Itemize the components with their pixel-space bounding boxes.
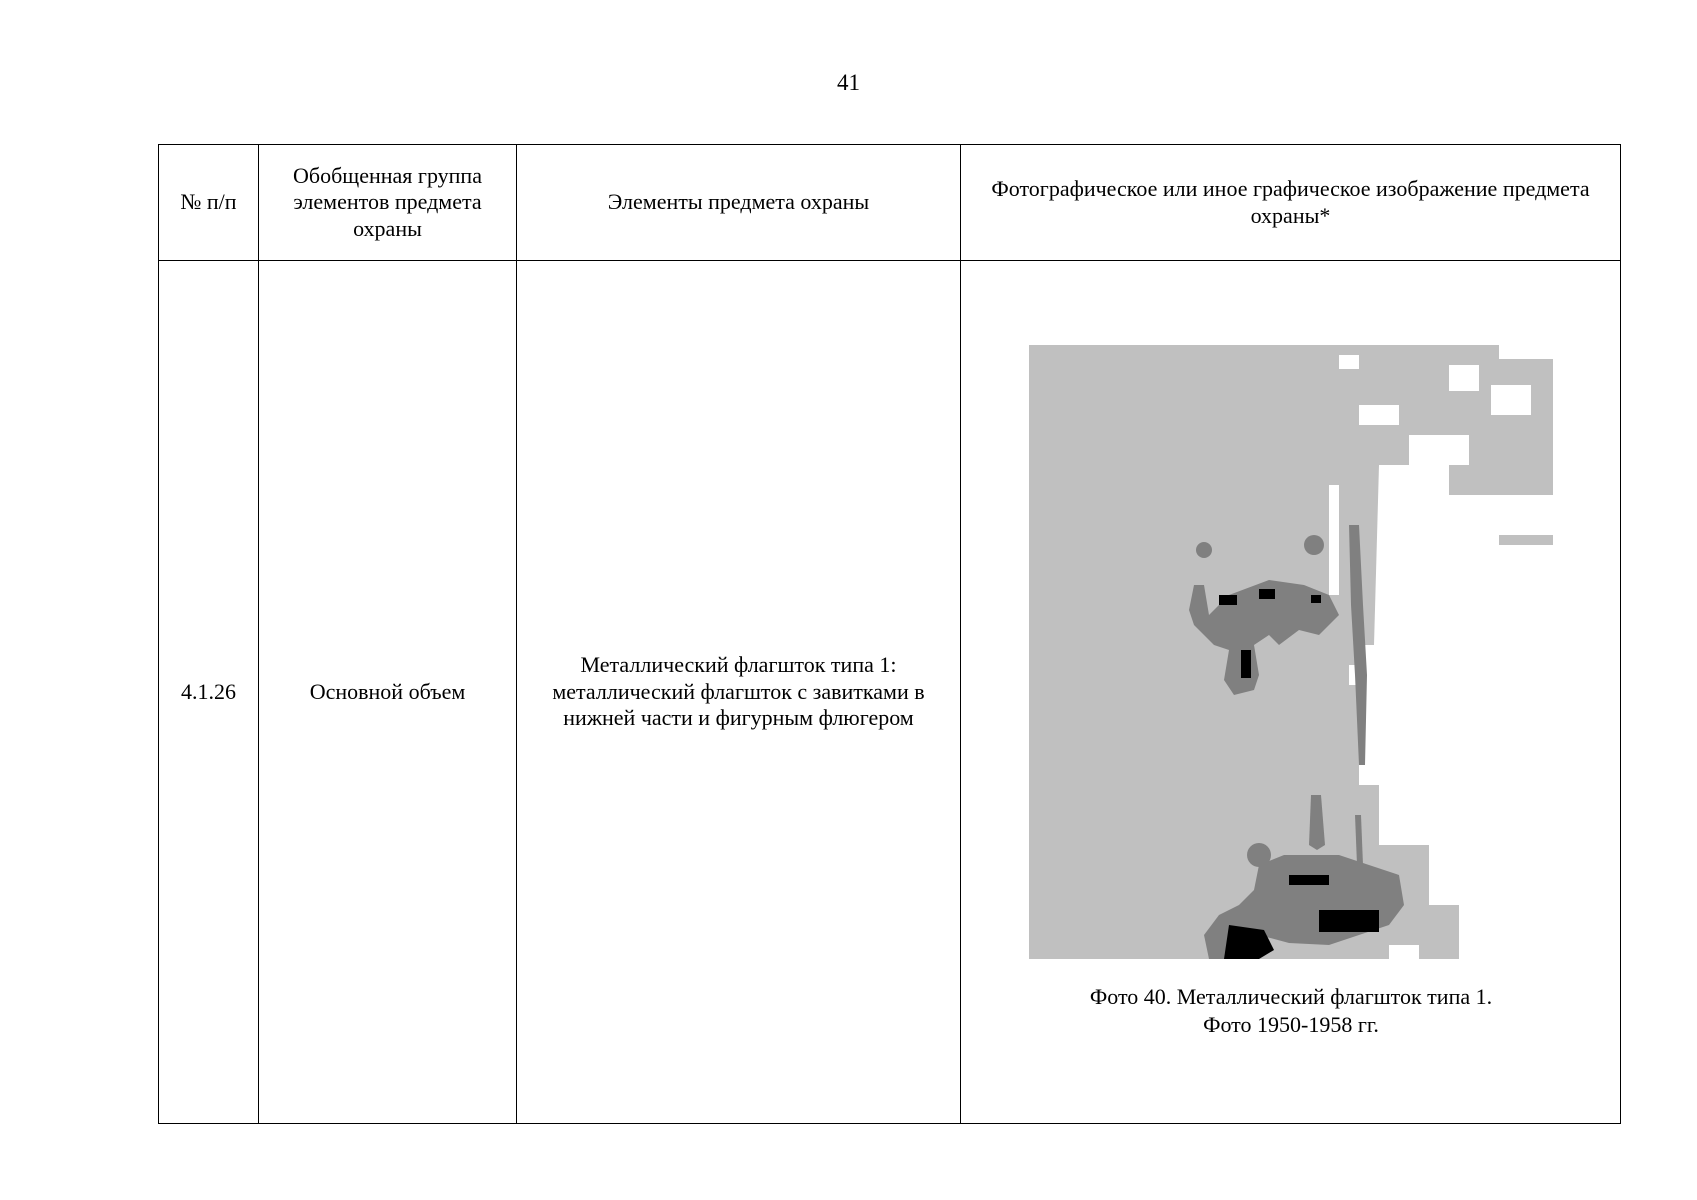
row-element: Металлический флагшток типа 1: металлический флагшток с завитками в нижней части и фигурным флюгером <box>517 261 961 1124</box>
table-row <box>159 261 1621 1124</box>
row-group: Основной объем <box>259 261 517 1124</box>
header-elements: Элементы предмета охраны <box>517 145 961 261</box>
protection-elements-table <box>158 144 1621 1124</box>
header-image: Фотографическое или иное графическое изображение предмета охраны* <box>961 145 1621 261</box>
header-number: № п/п <box>159 145 259 261</box>
table-header-row <box>159 145 1621 261</box>
row-image-cell <box>961 261 1621 1124</box>
header-group: Обобщенная группа элементов предмета охраны <box>259 145 517 261</box>
row-number: 4.1.26 <box>159 261 259 1124</box>
caption-line-2: Фото 1950-1958 гг. <box>1203 1011 1379 1037</box>
page-number: 41 <box>837 70 860 95</box>
flagpole-photo <box>1029 345 1553 959</box>
caption-line-1: Фото 40. Металлический флагшток типа 1. <box>1089 984 1493 1009</box>
photo-caption <box>961 983 1621 1038</box>
